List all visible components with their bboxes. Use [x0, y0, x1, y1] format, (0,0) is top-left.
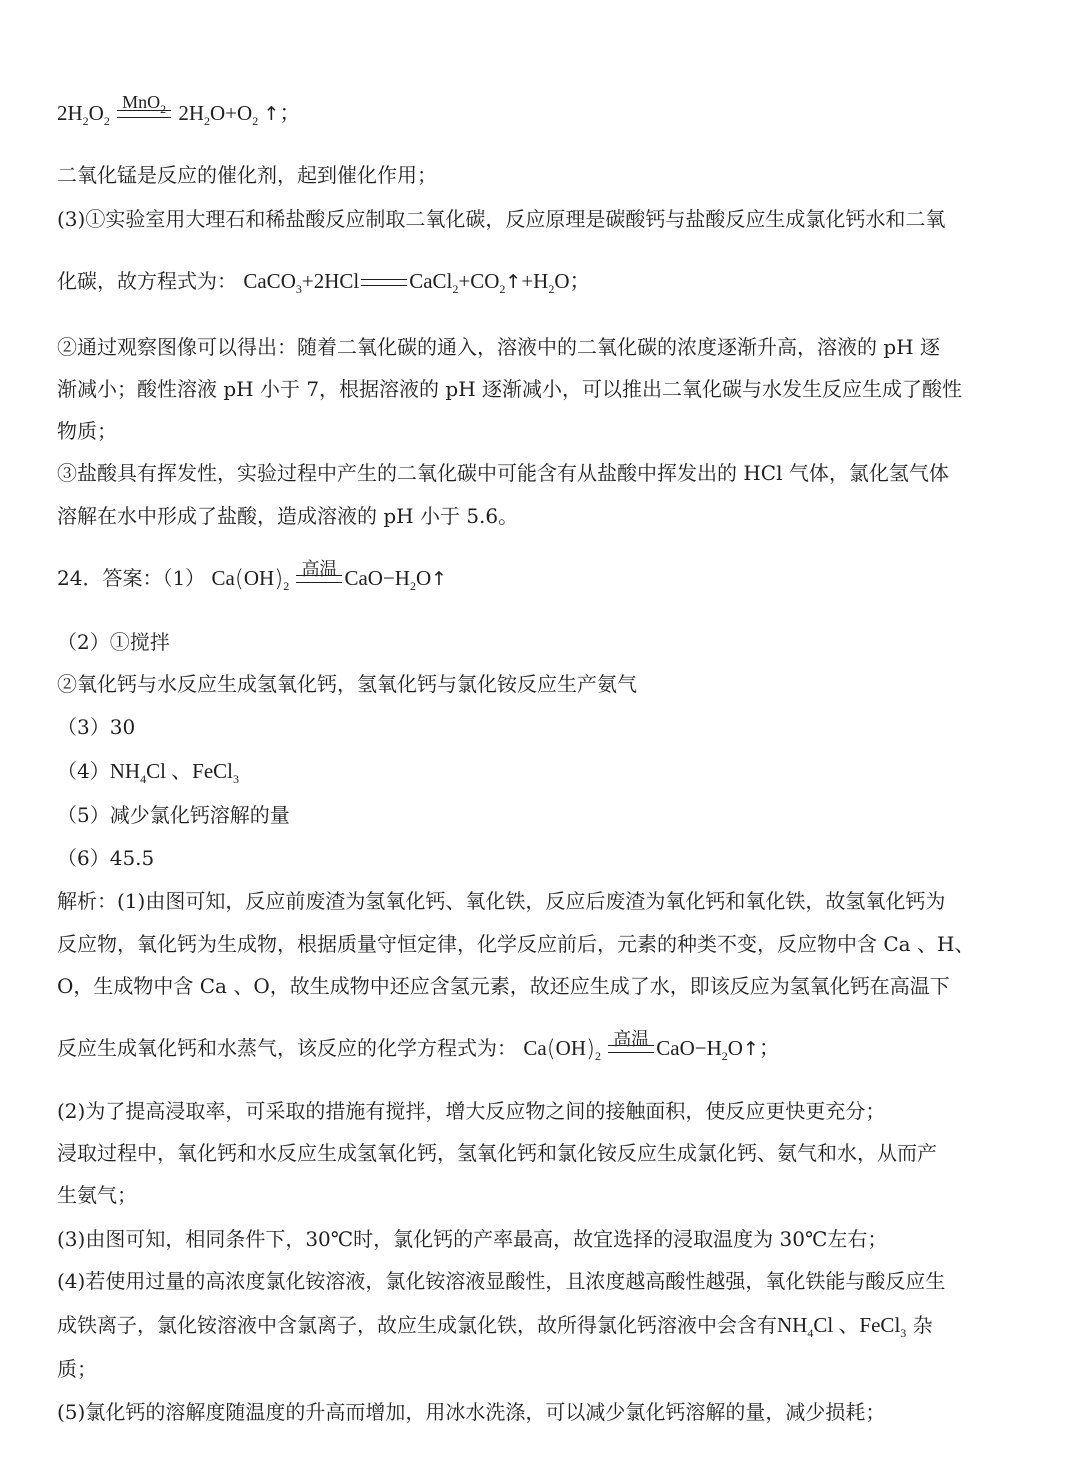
reaction-condition: [117, 92, 171, 128]
subscript: 4: [807, 1326, 814, 1340]
formula-text: O+O: [210, 101, 253, 125]
double-bar-sign: [296, 575, 342, 583]
formula-text: Cl 、FeCl: [813, 1313, 901, 1337]
formula-text: +CO: [458, 269, 500, 293]
text-line: 溶解在水中形成了盐酸，造成溶液的 pH 小于 5.6。: [57, 504, 519, 528]
subscript: 2: [595, 1049, 601, 1063]
equation-h2o2-decomposition: [57, 92, 301, 131]
subscript: 2: [103, 114, 110, 128]
formula-text: OH: [555, 1036, 587, 1060]
reaction-condition: [608, 1029, 654, 1063]
text-line-with-equation: [57, 1029, 780, 1066]
paren-open: (: [234, 566, 244, 592]
subscript: 3: [295, 282, 302, 296]
paren-open: (: [546, 1036, 556, 1062]
question-24-answer: [57, 559, 448, 596]
text-line: 物质；: [57, 419, 117, 443]
text-line: (5)氯化钙的溶解度随温度的升高而增加，用冰水洗涤，可以减少氯化钙溶解的量，减少损耗；: [57, 1400, 886, 1424]
formula-text: NH: [109, 759, 141, 783]
subscript: 2: [283, 579, 290, 593]
formula-text: CaCO: [243, 269, 296, 293]
text-segment: 反应生成氧化钙和水蒸气，该反应的化学方程式为：: [57, 1036, 517, 1060]
subscript: 4: [140, 772, 147, 786]
formula-text: Ca: [211, 566, 235, 590]
text-line: 反应物，氧化钙为生成物，根据质量守恒定律，化学反应前后，元素的种类不变，反应物中含 Ca 、H、: [57, 932, 975, 956]
subscript: 2: [82, 114, 89, 128]
formula-text: NH: [777, 1313, 808, 1337]
condition-text: 高温: [301, 559, 338, 579]
gas-arrow-icon: ↑: [505, 271, 522, 293]
answer-label: （4）: [57, 759, 110, 783]
formula-text: 2H: [178, 101, 205, 125]
equation-caoh2-decomposition: [523, 1029, 780, 1063]
text-line: (3)由图可知，相同条件下，30℃时，氯化钙的产率最高，故宜选择的浸取温度为 30℃左右；: [57, 1227, 888, 1251]
punctuation: ；: [758, 1036, 780, 1060]
gas-arrow-icon: ↑: [742, 1038, 759, 1060]
formula-text: CaO−H: [656, 1036, 722, 1060]
formula-text: O: [727, 1036, 743, 1060]
formula-text: +2HCl: [301, 269, 360, 293]
formula-text: +H: [521, 269, 549, 293]
text-line: (4)若使用过量的高浓度氯化铵溶液，氯化铵溶液显酸性，且浓度越高酸性越强，氧化铁能与酸反应生: [57, 1269, 946, 1293]
formula-text: O: [415, 566, 432, 590]
answer-line: ②氧化钙与水反应生成氢氧化钙，氢氧化钙与氯化铵反应生产氨气: [57, 672, 637, 696]
subscript: 2: [548, 282, 555, 296]
formula-nh4cl-fecl3: [109, 759, 240, 786]
text-line: 质；: [57, 1357, 97, 1381]
text-line: 渐减小；酸性溶液 pH 小于 7，根据溶液的 pH 逐渐减小，可以推出二氧化碳与水发生反应生成了酸性: [57, 377, 962, 401]
subscript: 2: [160, 102, 167, 116]
formula-text: O；: [554, 269, 591, 293]
double-bar-sign: [361, 279, 407, 286]
answer-line: （5）减少氯化钙溶解的量: [57, 803, 290, 827]
equation-caco3-hcl: [243, 269, 591, 296]
formula-text: CaO−H: [344, 566, 410, 590]
text-segment: 化碳，故方程式为：: [57, 269, 237, 293]
condition-text: 高温: [613, 1029, 650, 1049]
formula-text: O: [88, 101, 104, 125]
answer-line: （2）①搅拌: [57, 630, 170, 654]
subscript: 3: [900, 1326, 907, 1340]
formula-text: CaCl: [409, 269, 453, 293]
formula-text: 2H: [57, 101, 83, 125]
answer-line: （6）45.5: [57, 846, 155, 870]
text-segment: 杂: [906, 1313, 933, 1337]
double-bar-sign: [117, 110, 171, 118]
subscript: 2: [252, 114, 259, 128]
subscript: 2: [452, 282, 459, 296]
equation-caoh2-decomposition: [211, 559, 448, 593]
question-label: 24．答案：（1）: [57, 566, 206, 590]
subscript: 2: [499, 282, 506, 296]
text-line-with-equation: [57, 266, 591, 299]
punctuation: ；: [279, 101, 301, 125]
double-bar-sign: [608, 1045, 654, 1053]
formula-nh4cl-fecl3: [777, 1313, 907, 1340]
condition-text: MnO: [122, 92, 161, 112]
formula-text: Ca: [523, 1036, 547, 1060]
text-line: 浸取过程中，氧化钙和水反应生成氢氧化钙，氢氧化钙和氯化铵反应生成氯化钙、氨气和水，从而产: [57, 1141, 937, 1165]
text-line: (3)①实验室用大理石和稀盐酸反应制取二氧化碳，反应原理是碳酸钙与盐酸反应生成氯化钙水和二氧: [57, 207, 946, 231]
text-line: O，生成物中含 Ca 、O，故生成物中还应含氢元素，故还应生成了水，即该反应为氢氧化钙在高温下: [57, 974, 950, 998]
text-line: 生氨气；: [57, 1183, 137, 1207]
text-line: (2)为了提高浸取率，可采取的措施有搅拌，增大反应物之间的接触面积，使反应更快更充分；: [57, 1099, 886, 1123]
subscript: 2: [409, 579, 416, 593]
paren-close: ): [586, 1036, 595, 1062]
reaction-condition: [296, 559, 342, 593]
answer-line: （3）30: [57, 715, 136, 739]
subscript: 2: [204, 114, 211, 128]
text-line: ②通过观察图像可以得出：随着二氧化碳的通入，溶液中的二氧化碳的浓度逐渐升高，溶液的 pH 逐: [57, 335, 940, 359]
text-segment: 成铁离子，氯化铵溶液中含氯离子，故应生成氯化铁，故所得氯化钙溶液中会含有: [57, 1313, 777, 1337]
gas-arrow-icon: ↑: [263, 103, 280, 125]
paren-close: ): [274, 566, 284, 592]
text-line: ③盐酸具有挥发性，实验过程中产生的二氧化碳中可能含有从盐酸中挥发出的 HCl 气体，氯化氢气体: [57, 461, 949, 485]
text-line: 解析：(1)由图可知，反应前废渣为氢氧化钙、氧化铁，反应后废渣为氧化钙和氧化铁，故氢氧化钙为: [57, 889, 946, 913]
subscript: 3: [233, 772, 240, 786]
formula-text: Cl 、FeCl: [146, 759, 234, 783]
gas-arrow-icon: ↑: [431, 568, 448, 590]
formula-text: OH: [243, 566, 275, 590]
text-line: 二氧化锰是反应的催化剂，起到催化作用；: [57, 163, 437, 187]
answer-line: [57, 756, 239, 789]
subscript: 2: [721, 1049, 728, 1063]
text-line-with-formula: [57, 1310, 933, 1343]
